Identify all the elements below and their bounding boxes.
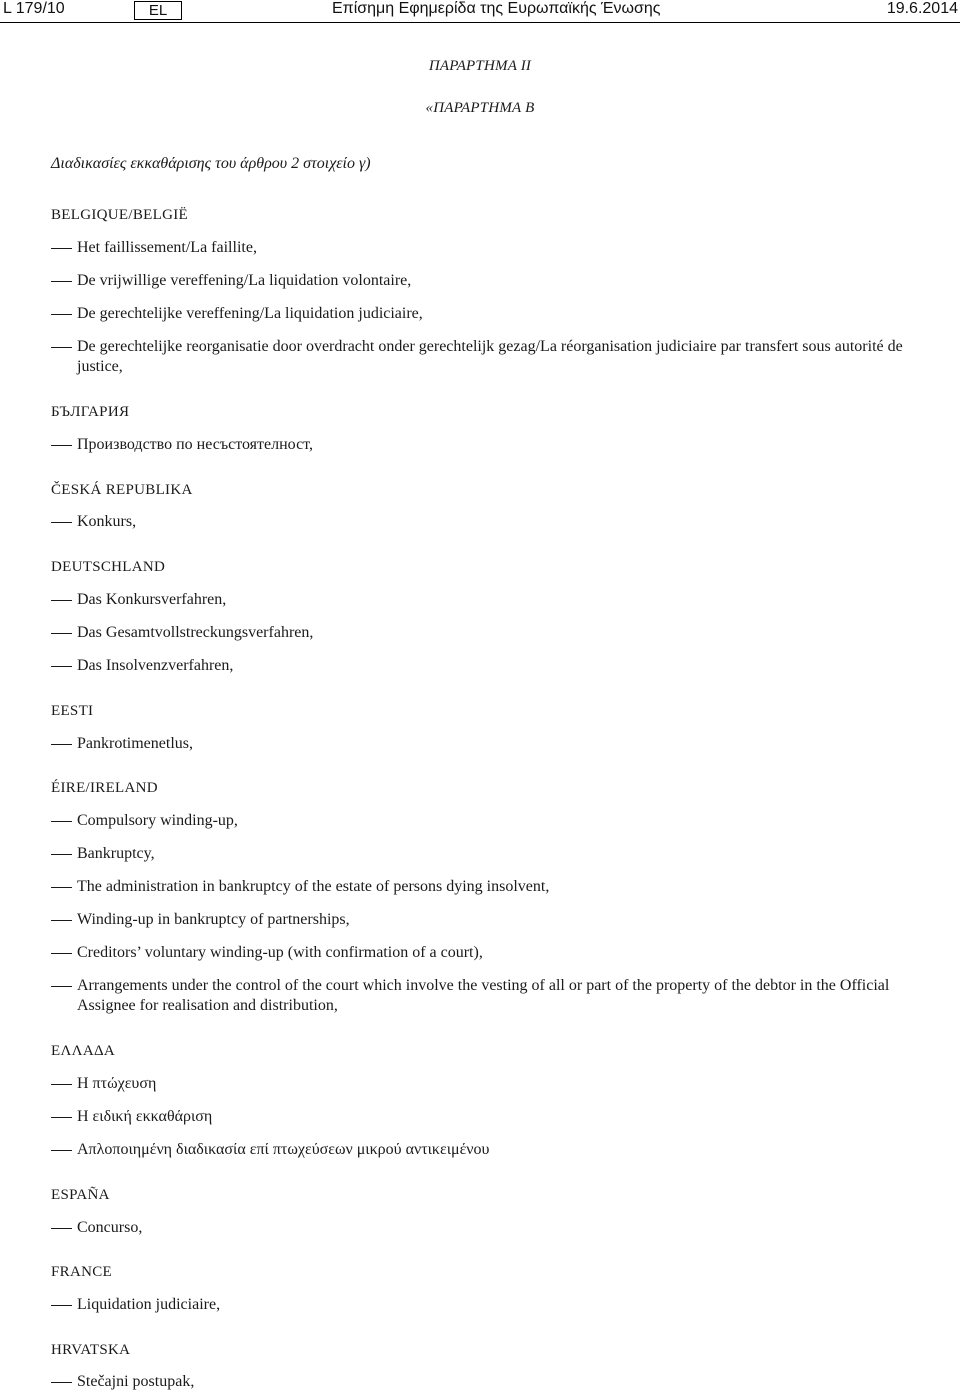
list-item: De gerechtelijke reorganisatie door overdracht onder gerechtelijk gezag/La réorganisation judiciaire par transfert sous autorité de justice, xyxy=(77,338,903,375)
list-item: Compulsory winding-up, xyxy=(77,812,238,829)
list-item: Winding-up in bankruptcy of partnerships, xyxy=(77,911,350,928)
list-item: Pankrotimenetlus, xyxy=(77,735,193,752)
list-item: Stečajni postupak, xyxy=(77,1373,195,1390)
list-item: Das Gesamtvollstreckungsverfahren, xyxy=(77,624,314,641)
list-item: Konkurs, xyxy=(77,513,137,530)
country-heading: BELGIQUE/BELGIË xyxy=(51,207,188,223)
country-heading: ΕΛΛΑΔΑ xyxy=(51,1043,116,1059)
country-heading: HRVATSKA xyxy=(51,1342,131,1358)
list-item: Het faillissement/La faillite, xyxy=(77,239,257,256)
publication-date: 19.6.2014 xyxy=(886,0,958,17)
list-item: Liquidation judiciaire, xyxy=(77,1296,221,1313)
list-item: Arrangements under the control of the court which involve the vesting of all or part of the property of the debtor in the Official Assignee for realisation and distribution, xyxy=(77,977,890,1014)
journal-title: Επίσημη Εφημερίδα της Ευρωπαϊκής Ένωσης xyxy=(332,0,661,17)
country-heading: FRANCE xyxy=(51,1264,112,1280)
list-item: Creditors’ voluntary winding-up (with confirmation of a court), xyxy=(77,944,483,961)
annex-title: ΠΑΡΑΡΤΗΜΑ ΙΙ xyxy=(428,58,532,74)
list-item: De vrijwillige vereffening/La liquidation volontaire, xyxy=(77,272,412,289)
list-item: Das Konkursverfahren, xyxy=(77,591,227,608)
country-heading: БЪЛГАРИЯ xyxy=(51,404,130,420)
country-heading: ČESKÁ REPUBLIKA xyxy=(51,482,193,498)
list-item: Bankruptcy, xyxy=(77,845,155,862)
list-item: Das Insolvenzverfahren, xyxy=(77,657,234,674)
country-heading: DEUTSCHLAND xyxy=(51,559,166,575)
country-heading: ÉIRE/IRELAND xyxy=(51,780,158,796)
list-item: The administration in bankruptcy of the estate of persons dying insolvent, xyxy=(77,878,550,895)
country-heading: EESTI xyxy=(51,703,94,719)
annex-subtitle: «ΠΑΡΑΡΤΗΜΑ Β xyxy=(425,100,535,116)
list-item: Concurso, xyxy=(77,1219,143,1236)
list-item: Η ειδική εκκαθάριση xyxy=(77,1108,213,1125)
country-heading: ESPAÑA xyxy=(51,1187,110,1203)
section-intro: Διαδικασίες εκκαθάρισης του άρθρου 2 στοιχείο γ) xyxy=(51,155,371,172)
list-item: Απλοποιημένη διαδικασία επί πτωχεύσεων μικρού αντικειμένου xyxy=(77,1141,490,1158)
language-code-box: EL xyxy=(134,1,182,20)
list-item: De gerechtelijke vereffening/La liquidation judiciaire, xyxy=(77,305,423,322)
list-item: Η πτώχευση xyxy=(77,1075,157,1092)
list-item: Производство по несъстоятелност, xyxy=(77,436,313,453)
journal-header xyxy=(0,0,960,23)
page-reference: L 179/10 xyxy=(3,0,65,17)
